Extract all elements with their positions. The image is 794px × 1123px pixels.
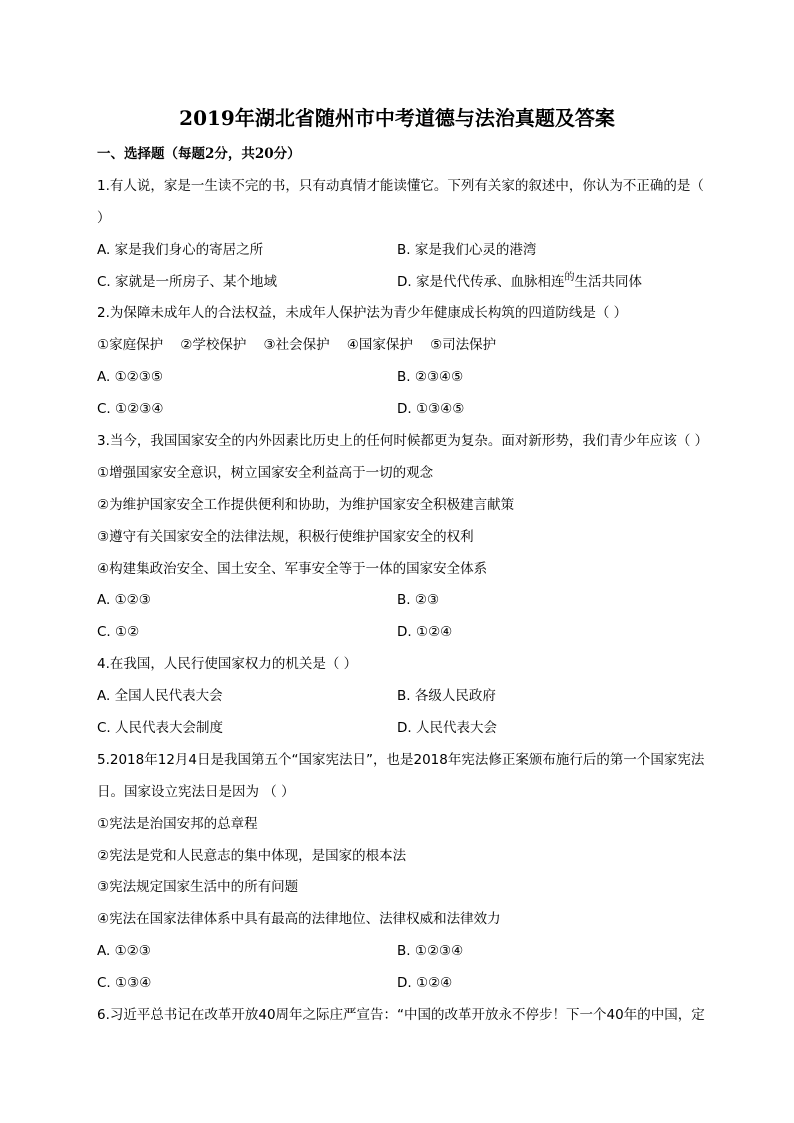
question-stem-cont: ） bbox=[97, 209, 111, 226]
question-6 bbox=[97, 1000, 707, 1032]
question-5 bbox=[97, 745, 707, 1000]
option-a: A. 全国人民代表大会 bbox=[97, 688, 223, 705]
question-stem: 4.在我国，人民行使国家权力的机关是（ ） bbox=[97, 656, 358, 673]
section-heading: 一、选择题（每题2分，共20分） bbox=[97, 146, 301, 162]
option-d bbox=[397, 267, 642, 299]
question-item: ④宪法在国家法律体系中具有最高的法律地位、法律权威和法律效力 bbox=[97, 911, 501, 928]
option-b: B. ①②③④ bbox=[397, 943, 464, 960]
option-a: A. ①②③⑤ bbox=[97, 369, 163, 386]
question-stem: 5.2018年12月4日是我国第五个“国家宪法日”，也是2018年宪法修正案颁布施行后的第一个国家宪法 bbox=[97, 751, 705, 768]
document-title: 2019年湖北省随州市中考道德与法治真题及答案 bbox=[179, 106, 615, 130]
question-4 bbox=[97, 649, 707, 745]
option-c: C. ①③④ bbox=[97, 975, 152, 992]
option-c: C. ①② bbox=[97, 624, 140, 641]
question-stem: 1.有人说，家是一生读不完的书，只有动真情才能读懂它。下列有关家的叙述中，你认为不正确的是（ bbox=[97, 177, 704, 194]
question-items: ①家庭保护 ②学校保护 ③社会保护 ④国家保护 ⑤司法保护 bbox=[97, 337, 497, 354]
option-b: B. 家是我们心灵的港湾 bbox=[397, 241, 537, 258]
option-a: A. ①②③ bbox=[97, 943, 151, 960]
question-item: ②宪法是党和人民意志的集中体现，是国家的根本法 bbox=[97, 847, 407, 864]
question-item: ①增强国家安全意识，树立国家安全利益高于一切的观念 bbox=[97, 464, 434, 481]
question-item: ②为维护国家安全工作提供便利和协助，为维护国家安全积极建言献策 bbox=[97, 496, 515, 513]
question-item: ①宪法是治国安邦的总章程 bbox=[97, 815, 258, 832]
option-a: A. ①②③ bbox=[97, 592, 151, 609]
option-d-superscript: 的 bbox=[564, 271, 575, 283]
document-body bbox=[97, 139, 707, 1032]
option-d-text-end: 生活共同体 bbox=[574, 273, 642, 290]
question-stem-cont: 日。国家设立宪法日是因为 （ ） bbox=[97, 783, 295, 800]
option-a: A. 家是我们身心的寄居之所 bbox=[97, 241, 264, 258]
question-item: ③遵守有关国家安全的法律法规，积极行使维护国家安全的权利 bbox=[97, 528, 474, 545]
option-c: C. ①②③④ bbox=[97, 401, 164, 418]
question-stem: 6.习近平总书记在改革开放40周年之际庄严宣告：“中国的改革开放永不停步！下一个40年的中国，定 bbox=[97, 1007, 705, 1024]
question-1 bbox=[97, 171, 707, 299]
option-b: B. 各级人民政府 bbox=[397, 688, 496, 705]
question-3 bbox=[97, 426, 707, 649]
question-item: ③宪法规定国家生活中的所有问题 bbox=[97, 879, 299, 896]
option-b: B. ②③④⑤ bbox=[397, 369, 464, 386]
option-d: D. 人民代表大会 bbox=[397, 720, 497, 737]
option-d: D. ①②④ bbox=[397, 624, 453, 641]
option-d-text: D. 家是代代传承、血脉相连 bbox=[397, 273, 565, 290]
question-stem: 3.当今，我国国家安全的内外因素比历史上的任何时候都更为复杂。面对新形势，我们青少年应该（ ） bbox=[97, 433, 709, 450]
question-2 bbox=[97, 298, 707, 426]
option-b: B. ②③ bbox=[397, 592, 440, 609]
option-d: D. ①②④ bbox=[397, 975, 453, 992]
option-c: C. 人民代表大会制度 bbox=[97, 720, 224, 737]
question-stem: 2.为保障未成年人的合法权益，未成年人保护法为青少年健康成长构筑的四道防线是（ ） bbox=[97, 305, 628, 322]
option-c: C. 家就是一所房子、某个地域 bbox=[97, 273, 278, 290]
option-d: D. ①③④⑤ bbox=[397, 401, 465, 418]
question-item: ④构建集政治安全、国土安全、军事安全等于一体的国家安全体系 bbox=[97, 560, 488, 577]
